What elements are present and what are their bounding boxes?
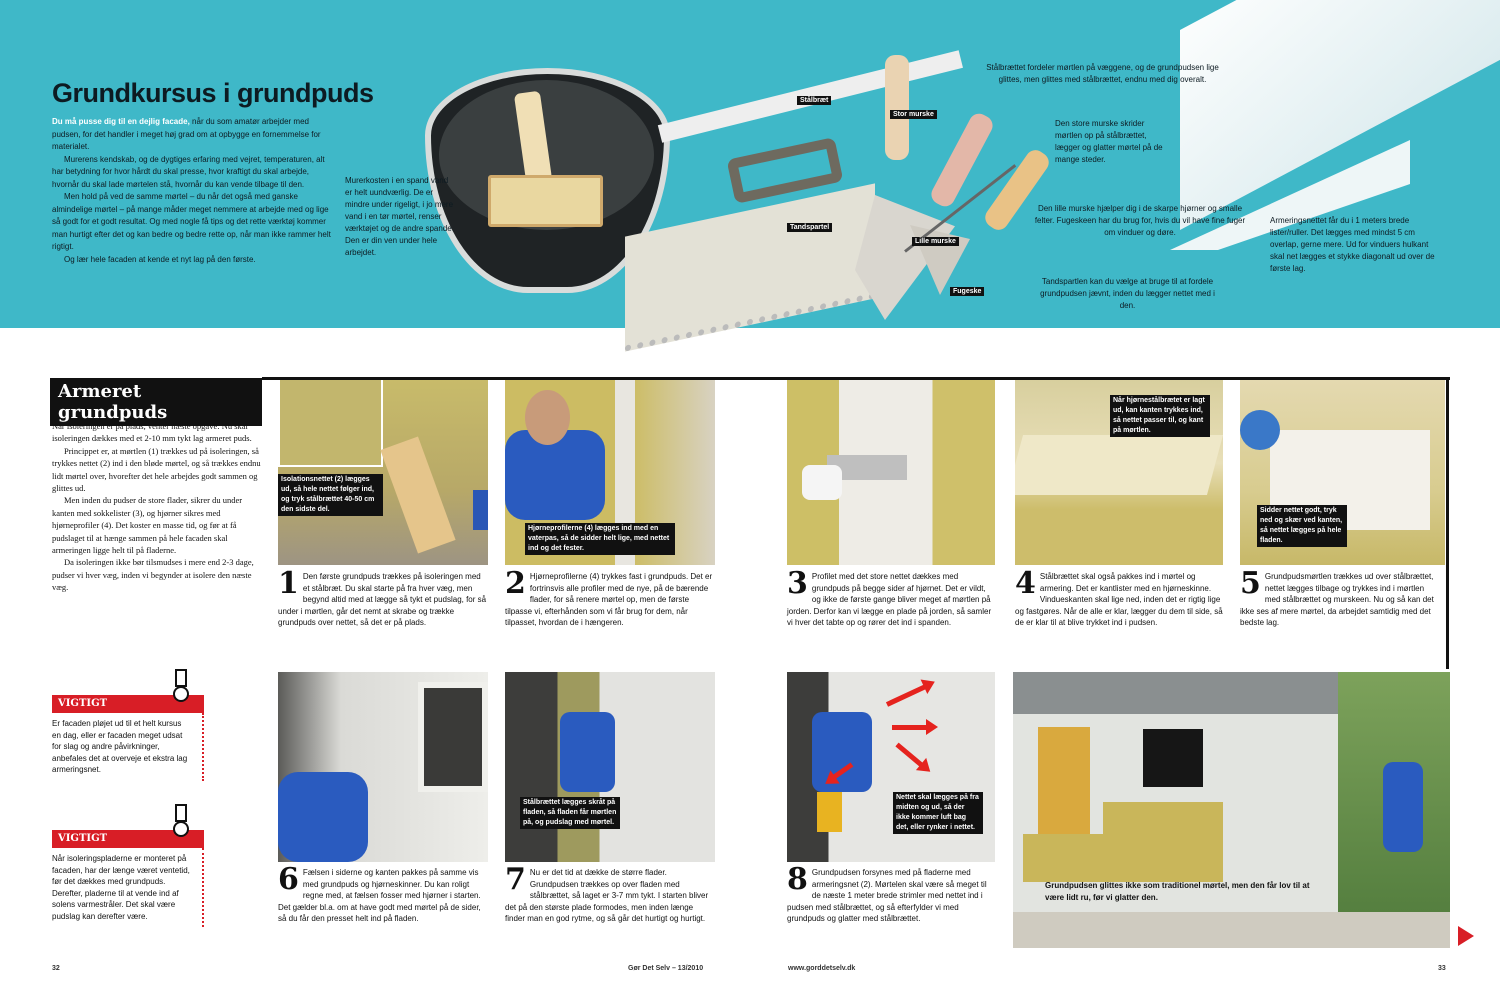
bucket-caption: Murerkosten i en spand vand er helt uundværlig. De er mindre under rigeligt, i jo mere vand i en tør mørtel, renser værktøjet og de andre spande. Den er din ven under hele arbejdet.	[345, 176, 454, 257]
tool-label: Tandspartel	[787, 223, 832, 232]
page-title: Grundkursus i grundpuds	[52, 78, 374, 108]
tool-caption: Den lille murske hjælper dig i de skarpe hjørner og smalle felter. Fugeskeen har du brug for, hvis du vil have fine fuger om vinduer og døre.	[1034, 204, 1246, 237]
step-7-caption: 7 Nu er det tid at dække de større flader. Grundpudsen trækkes op over fladen med stålbrættet, så laget er 3-7 mm tykt. I starten bliver det på den største plade formodes, men inden længe finder man en god rytme, og så går det hurtigt og hurtigt.	[505, 862, 709, 923]
magazine-issue: Gør Det Selv – 13/2010	[628, 965, 704, 972]
section-title: Armeret grundpuds	[50, 378, 262, 426]
tool-caption: Den store murske skrider mørtlen op på stålbrættet, lægger og glatter mørtel på de mange steder.	[1055, 119, 1163, 164]
finished-house-photo	[1013, 672, 1450, 948]
intro-lead: Du må pusse dig til en dejlig facade,	[52, 117, 190, 126]
important-text: Er facaden pløjet ud til et helt kursus en dag, eller er facaden meget udsat for slag og andre påvirkninger, anbefales det at overveje et ekstra lag armeringsnet.	[52, 713, 204, 781]
tool-caption: Stålbrættet fordeler mørtlen på væggene, og de grundpudsen lige glittes, men glittes med stålbrættet, endnu med dig overalt.	[986, 63, 1219, 84]
inset-photo	[278, 380, 383, 467]
brush-image	[488, 175, 603, 227]
medal-icon	[170, 669, 192, 705]
step-8-caption: 8 Grundpudsen forsynes med på fladerne med armeringsnet (2). Mørtelen skal være så meget til de næste 1 meter brede strimler med nettet ind i pudsen med stålbrættet, og så efterfylder vi med grundpuds og glatter med stålbrættet.	[787, 862, 987, 923]
photo-overlay-caption: Når hjørnestålbrætet er lagt ud, kan kanten trykkes ind, så nettet passer til, og kant på mørtlen.	[1110, 395, 1210, 437]
worker-image	[505, 430, 605, 520]
photo-overlay-caption: Sidder nettet godt, tryk ned og skær ved kanten, så nettet lægges på hele fladen.	[1257, 505, 1347, 547]
photo-overlay-caption: Nettet skal lægges på fra midten og ud, så der ikke kommer luft bag det, eller rynker i nettet.	[893, 792, 983, 834]
step-4-caption: 4 Stålbrættet skal også pakkes ind i mørtel og armering. Det er kantlister med en hjørneskinne. Vindueskanten skal lige ned, inden det er rigtig lige og fastgøres. Når de alle er klar, lægger du dem til side, så de er klar til at blive trykket ind i pudsen.	[1015, 566, 1223, 627]
red-arrow-icon	[892, 725, 930, 730]
step-5-caption: 5 Grundpudsmørtlen trækkes ud over stålbrættet, nettet lægges tilbage og trykkes ind i mørtlen med stålbrættet og murskeen. Nu og så kan det ikke ses af mere mørtel, da arbejdet samtidig med det bedste lag.	[1240, 566, 1434, 627]
important-text: Når isoleringspladerne er monteret på facaden, har der længe været ventetid, før det dækkes med grundpuds. Derefter, pladerne til at vende ind af solens varmestråler. Det skal være pudslag kan derefter være.	[52, 848, 204, 927]
photo-overlay-caption: Isolationsnettet (2) lægges ud, så hele nettet følger ind, og tryk stålbrættet 40-50 cm den sidste del.	[278, 474, 383, 516]
continue-arrow-icon	[1458, 926, 1474, 946]
final-photo-caption: Grundpudsen glittes ikke som traditionel mørtel, men den får lov til at være lidt ru, før vi glatter den.	[1045, 881, 1310, 902]
worker-image	[1383, 762, 1423, 852]
red-arrow-icon	[895, 743, 925, 769]
step-3-caption: 3 Profilet med det store nettet dækkes med grundpuds på begge sider af hjørnet. Det er vildt, og ikke de første gange bliver meget af mørtlen på jorden. Derfor kan vi lægge en plade på jorden, så samler vi hver det tabte op og rører det ind i spanden.	[787, 566, 992, 627]
window-image	[1143, 729, 1203, 787]
boarded-door-image	[1038, 727, 1090, 842]
page-number-left: 32	[52, 965, 60, 972]
divider	[1446, 377, 1449, 669]
trowel-handle-image	[885, 55, 909, 160]
intro-text: Du må pusse dig til en dejlig facade, når du som amatør arbejder med pudsen, for det handler i meget høj grad om at opbygge en fornemmelse for materialet. Murerens kendskab, og de dygtiges erfaring med vejret, temperaturen, alt har betydning for hvor hårdt du skal presse, hvor kraftigt du skal arbejde, hvornår du skal lade mørtelen stå, hvornår du kan vende tilbage til den. Men hold på ved de samme mørtel – du når det også med ganske almindelige mørtel – på mange måder meget nemmere at arbejde med og lige så godt for et godt resultat. Og med nogle få tips og det rette værktøj kommer man hurtigt efter det og kan bedre og bedre rette op, når man ikke rammer helt rigtigt. Og lær hele facaden at kende et nyt lag på den første.	[52, 117, 331, 264]
tool-label: Fugeske	[950, 287, 984, 296]
tool-caption: Tandspartlen kan du vælge at bruge til at fordele grundpudsen jævnt, inden du lægger nettet med i den.	[1040, 277, 1215, 310]
website-link[interactable]: www.gorddetselv.dk	[788, 965, 856, 972]
important-label: VIGTIGT	[58, 698, 108, 709]
tool-caption: Armeringsnettet får du i 1 meters brede lister/ruller. Det lægges med mindst 5 cm overlap, gerne mere. Ud for vinduers hulkant skal net lægges et stykke diagonalt ud over de første lag.	[1270, 216, 1435, 273]
float-image	[380, 436, 455, 553]
important-box	[52, 695, 204, 781]
section-body: Når isoleringen er på plads, venter næste opgave: Nu skal isoleringen dækkes med et 2-10 mm tykt lag armeret puds. Princippet er, at mørtlen (1) trækkes ud på isoleringen, så trykkes nettet (2) ind i den bløde mørtel, og så trækkes endnu lidt mørtel over, hvorefter det hele arbejdes godt sammen og glittes ud. Men inden du pudser de store flader, sikrer du under kanten med sokkelister (3), og hjørner sikres med hjørneprofiler (4). Det koster en masse tid, og før at få pudslaget til at hænge sammen på hele facaden skal armeringen ligge helt til på fladerne. Da isoleringen ikke bør tilsmudses i mere end 2-3 dage, pudser vi hver væg, inden vi begynder at isolere den næste væg.	[52, 421, 261, 593]
tool-label: Stålbræt	[797, 96, 831, 105]
step-3-photo	[787, 380, 995, 565]
roof-image	[1013, 672, 1373, 714]
step-1-caption: 1 Den første grundpuds trækkes på isoleringen med et stålbræt. Du skal starte på fra hver væg, men begynd altid med at lægge så tykt et pudslag, for så under i mørtlen, går det nemt at skrabe og trække grundpuds over nettet, så det er på plads.	[278, 566, 487, 627]
photo-overlay-caption: Hjørneprofilerne (4) lægges ind med en vaterpas, så de sidder helt lige, med nettet ind og det fester.	[525, 523, 675, 555]
important-label: VIGTIGT	[58, 833, 108, 844]
medal-icon	[170, 804, 192, 840]
step-7-photo	[505, 672, 715, 862]
step-6-photo	[278, 672, 488, 862]
tool-label: Stor murske	[890, 110, 937, 119]
photo-overlay-caption: Stålbrættet lægges skråt på fladen, så fladen får mørtlen på, og pudslag med mørtel.	[520, 797, 620, 829]
important-box	[52, 830, 204, 927]
step-6-caption: 6 Fælsen i siderne og kanten pakkes på samme vis med grundpuds og hjørneskinner. Du kan roligt regne med, at fælsen fosser med hjørner i starten. Det gælder bl.a. om at have godt med mørtel på de sider, så du får den presset helt ind på fladen.	[278, 862, 481, 923]
tool-label: Lille murske	[912, 237, 959, 246]
step-1-photo	[278, 380, 488, 565]
red-arrow-icon	[886, 683, 929, 707]
page-number-right: 33	[1438, 965, 1446, 972]
step-2-caption: 2 Hjørneprofilerne (4) trykkes fast i grundpuds. Det er fortrinsvis alle profiler med de nye, på de bærende flader, for så renere mørtel op, men de første tilpasse vi, efterhånden som vi får brug for dem, når tilpasset, hvordan de i hængeren.	[505, 566, 713, 627]
